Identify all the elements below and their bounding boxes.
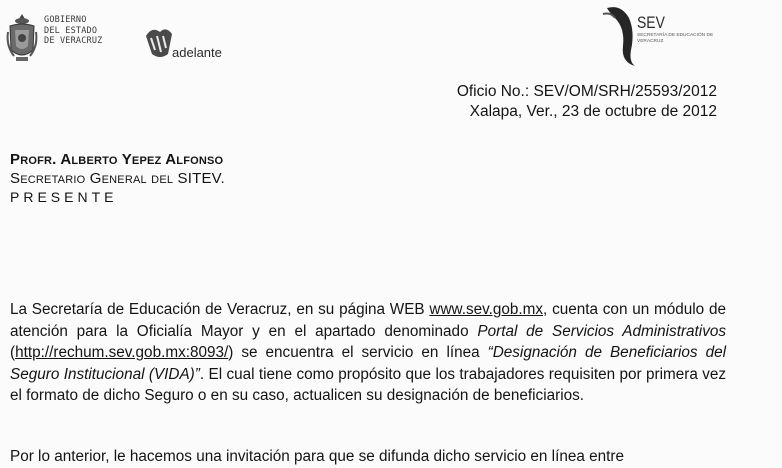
recipient-presente: PRESENTE	[10, 189, 118, 205]
sev-subtitle: SECRETARÍA DE EDUCACIÓN DE VERACRUZ	[637, 33, 714, 44]
service-name: “Designación de Beneficiarios del Seguro Institucional (VIDA)”	[10, 344, 726, 383]
sev-mark-icon	[601, 4, 641, 66]
recipient-title: Secretario General del SITEV.	[10, 170, 225, 187]
recipient-name: Profr. Alberto Yepez Alfonso	[10, 151, 224, 168]
sev-logo	[601, 4, 715, 66]
gobierno-text: GOBIERNO DEL ESTADO DE VERACRUZ	[44, 15, 103, 46]
gobierno-veracruz-logo	[6, 12, 103, 64]
oficio-block	[457, 82, 717, 122]
body-paragraph-1: La Secretaría de Educación de Veracruz, en su página WEB www.sev.gob.mx, cuenta con un módulo de atención para la Oficialía Mayor y en el apartado denominado Portal de Servicios Administrativos (http://rechum.sev.gob.mx:8093/) se encuentra el servicio en línea “Designación de Beneficiarios del Seguro Institucional (VIDA)”. El cual tiene como propósito que los trabajadores requisiten por primera vez el formato de dicho Seguro o en su caso, actualicen su designación de beneficiarios.	[10, 301, 727, 405]
oficio-place-date: Xalapa, Ver., 23 de octubre de 2012	[469, 103, 717, 120]
rechum-link[interactable]: http://rechum.sev.gob.mx:8093/	[15, 344, 229, 362]
sev-title: SEV	[637, 13, 665, 32]
state-seal-icon	[6, 12, 38, 64]
body-paragraph-2: Por lo anterior, le hacemos una invitación para que se difunda dicho servicio en línea entre	[10, 448, 624, 465]
oficio-number: Oficio No.: SEV/OM/SRH/25593/2012	[456, 83, 717, 100]
portal-name: Portal de Servicios Administrativos	[477, 322, 726, 340]
recipient-block	[10, 150, 225, 207]
adelante-logo: adelante	[142, 24, 222, 62]
sev-website-link[interactable]: www.sev.gob.mx	[429, 301, 544, 318]
